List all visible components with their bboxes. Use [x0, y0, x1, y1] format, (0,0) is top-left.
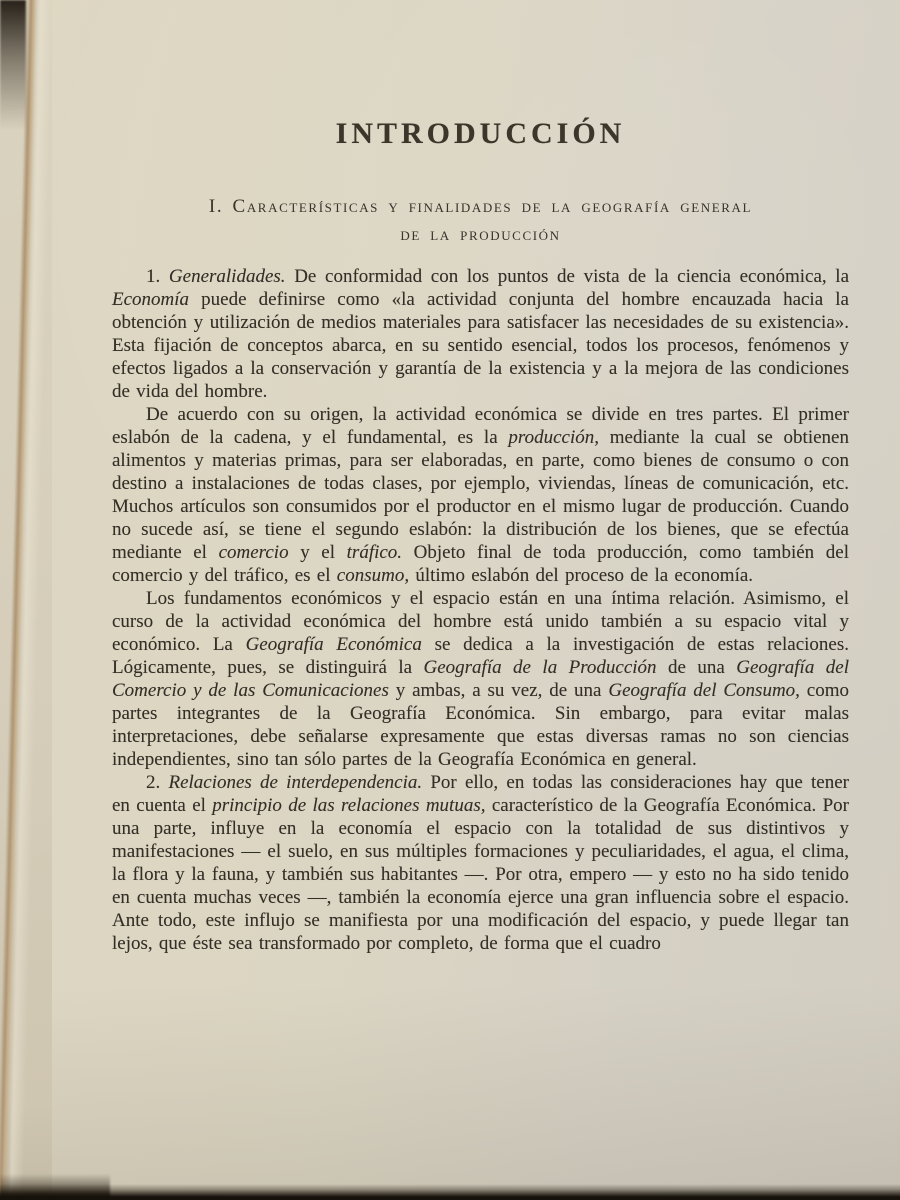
section-heading — [112, 193, 849, 249]
text-run: tráfico. — [346, 542, 403, 563]
page-title: INTRODUCCIÓN — [335, 117, 626, 150]
text-run: de una — [656, 657, 737, 678]
text-run: Economía — [112, 289, 190, 310]
text-run: Los fundamentos económicos y el espacio están en una íntima relación. Asimismo, el curso de la actividad económica del hombre está unido también a su espacio vital y económico. La — [112, 588, 849, 655]
text-run: Geografía Económica — [245, 634, 422, 655]
top-left-corner-shadow — [0, 0, 26, 130]
paragraph — [112, 771, 849, 955]
text-run: De acuerdo con su origen, la actividad económica se divide en tres partes. El primer eslabón de la cadena, y el fundamental, es la — [112, 404, 849, 448]
text-run: principio de las relaciones mutuas, — [212, 795, 486, 816]
text-run: comercio — [218, 542, 289, 563]
section-heading-line2: de la producción — [400, 224, 561, 245]
text-run: Generalidades. — [168, 266, 286, 287]
section-heading-line1: I. Características y finalidades de la geografía general — [208, 196, 753, 217]
text-run: Geografía de la Producción — [423, 657, 657, 678]
text-run: como partes integrantes de la Geografía Económica. Sin embargo, para evitar malas interpretaciones, debe señalarse expresamente que estas diversas ramas no son ciencias independientes, sino tan sólo partes de la Geografía Económica en general. — [112, 680, 849, 770]
text-run: Geografía del Consumo, — [608, 680, 800, 701]
text-run: Objeto final de toda producción, como también del comercio y del tráfico, es el — [112, 542, 849, 586]
text-run: puede definirse como «la actividad conjunta del hombre encauzada hacia la obtención y utilización de medios materiales para satisfacer las necesidades de su existencia». Esta fijación de conceptos abarca, en su sentido esencial, todos los procesos, fenómenos y efectos ligados a la conservación y garantía de la existencia y a la mejora de las condiciones de vida del hombre. — [112, 289, 849, 402]
photo-bottom-edge — [0, 1184, 900, 1200]
paragraph — [112, 265, 849, 403]
text-run: 1. — [146, 266, 169, 287]
text-run: 2. — [146, 772, 169, 793]
text-run: producción, — [508, 427, 599, 448]
text-run: Por ello, en todas las consideraciones hay que tener en cuenta el — [112, 772, 849, 816]
text-run: De conformidad con los puntos de vista de la ciencia económica, la — [285, 266, 849, 287]
text-run: mediante la cual se obtienen alimentos y materias primas, para ser elaboradas, en parte, como bienes de consumo o con destino a instalaciones de todas clases, por ejemplo, viviendas, líneas de comunicación, etc. Muchos artículos son consumidos por el productor en el mismo lugar de producción. Cuando no sucede así, se tiene el segundo eslabón: la distribución de los bienes, que se efectúa mediante el — [112, 427, 849, 563]
page-content — [112, 116, 849, 955]
text-run: Relaciones de interdependencia. — [168, 772, 423, 793]
text-run: y el — [288, 542, 347, 563]
paragraph — [112, 403, 849, 587]
text-run: se dedica a la investigación de estas relaciones. Lógicamente, pues, se distinguirá la — [112, 634, 849, 678]
paragraph — [112, 587, 849, 771]
text-run: consumo, — [336, 565, 410, 586]
text-run: y ambas, a su vez, de una — [388, 680, 609, 701]
text-run: último eslabón del proceso de la economía. — [409, 565, 754, 586]
text-run: Geografía del Comercio y de las Comunicaciones — [112, 657, 849, 701]
text-run: característico de la Geografía Económica. Por una parte, influye en la economía el espacio con la totalidad de sus distintivos y manifestaciones — el suelo, en sus múltiples formaciones y peculiaridades, el agua, el clima, la flora y la fauna, y también sus habitantes —. Por otra, empero — y esto no ha sido tenido en cuenta muchas veces —, también la economía ejerce una gran influencia sobre el espacio. Ante todo, este influjo se manifiesta por una modificación del espacio, y puede llegar tan lejos, que éste sea transformado por completo, de forma que el cuadro — [112, 795, 850, 954]
body-text — [112, 265, 849, 955]
